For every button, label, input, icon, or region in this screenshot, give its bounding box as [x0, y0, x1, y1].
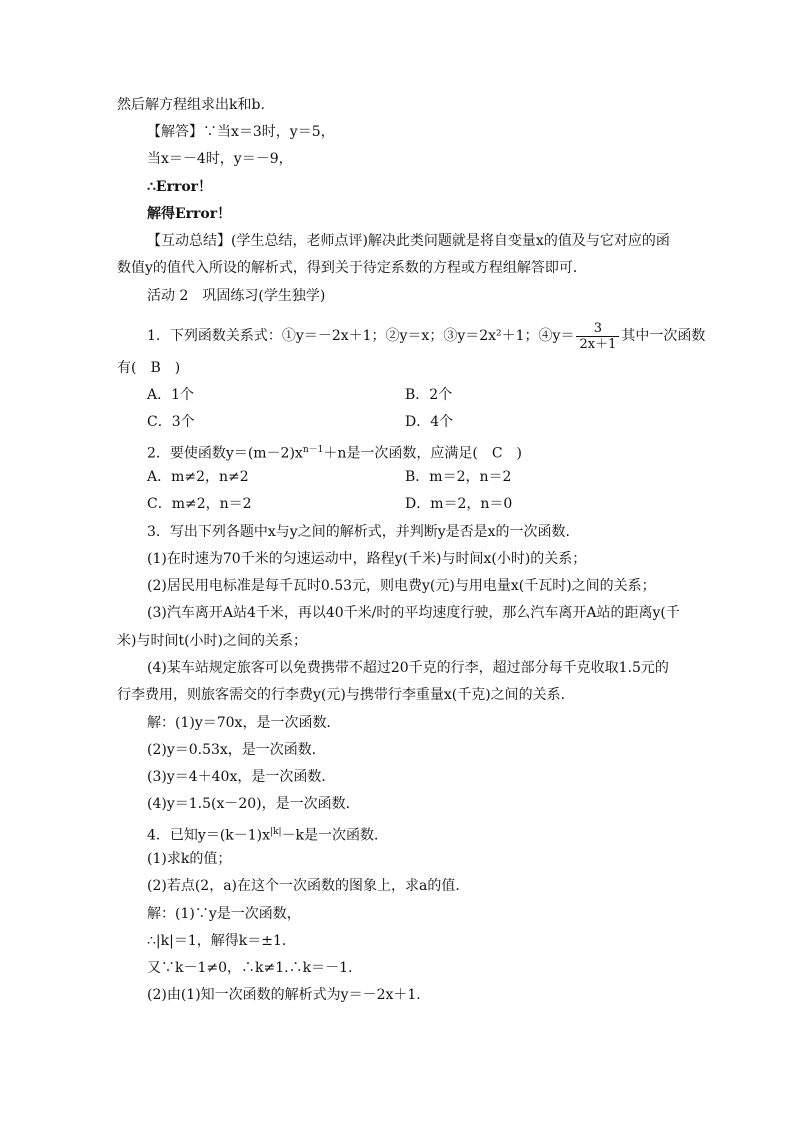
- error-line: ∴Error！: [147, 179, 213, 195]
- solution-line: 【解答】∵当x＝3时，y＝5，: [147, 124, 335, 140]
- option-d: D．4个: [405, 414, 454, 430]
- fraction-denominator: 2x＋1: [579, 336, 617, 352]
- fraction: [576, 321, 619, 352]
- question-1-text-end: 其中一次函数: [621, 328, 706, 344]
- question-4-text: 4．已知y＝(k－1)x: [147, 827, 271, 844]
- exponent: n－1: [302, 445, 324, 455]
- text-line: (1)求k的值；: [147, 851, 232, 867]
- solution-line: 解：(1)y＝70x，是一次函数．: [147, 715, 341, 731]
- solution-line: 解：(1)∵y是一次函数，: [147, 906, 301, 922]
- question-3: 3．写出下列各题中x与y之间的解析式，并判断y是否是x的一次函数．: [147, 524, 580, 540]
- solution-line: (2)由(1)知一次函数的解析式为y＝－2x＋1.: [147, 987, 421, 1003]
- text-line: 然后解方程组求出k和b.: [117, 97, 265, 113]
- text-line: (3)汽车离开A站4千米，再以40千米/时的平均速度行驶，那么汽车离开A站的距离y(千: [147, 605, 680, 621]
- solution-line: ∴|k|＝1，解得k＝±1.: [147, 933, 287, 949]
- question-2-text-end: ＋n是一次函数，应满足( C ): [323, 445, 523, 462]
- question-2: [147, 440, 522, 460]
- error-line: 解得Error！: [147, 206, 232, 222]
- question-4: [147, 822, 388, 842]
- option-a: A．m≠2，n≠2: [147, 469, 249, 485]
- summary-line: 数值y的值代入所设的解析式，得到关于待定系数的方程或方程组解答即可．: [117, 260, 587, 276]
- summary-line: 【互动总结】(学生总结，老师点评)解决此类问题就是将自变量x的值及与它对应的函: [147, 233, 670, 249]
- solution-line: (4)y＝1.5(x－20)，是一次函数．: [147, 796, 360, 812]
- text-line: 行李费用，则旅客需交的行李费y(元)与携带行李重量x(千克)之间的关系．: [117, 687, 575, 703]
- question-1-text: 1．下列函数关系式：①y＝－2x＋1；②y＝x；③y＝2x²＋1；④y＝: [147, 328, 575, 344]
- option-a: A．1个: [147, 387, 195, 403]
- text-line: (4)某车站规定旅客可以免费携带不超过20千克的行李，超过部分每千克收取1.5元的: [147, 660, 669, 676]
- question-2-text: 2．要使函数y＝(m－2)x: [147, 445, 303, 462]
- option-d: D．m＝2，n＝0: [405, 496, 513, 512]
- text-line: 米)与时间t(小时)之间的关系；: [117, 633, 308, 649]
- option-b: B．2个: [405, 387, 453, 403]
- option-b: B．m＝2，n＝2: [405, 469, 512, 485]
- option-c: C．m≠2，n＝2: [147, 496, 252, 512]
- question-1: [147, 318, 705, 354]
- solution-line: 又∵k－1≠0，∴k≠1.∴k＝－1.: [147, 960, 353, 976]
- text-line: 有( B ): [117, 360, 181, 376]
- solution-line: (2)y＝0.53x，是一次函数．: [147, 742, 326, 758]
- text-line: (2)居民用电标准是每千瓦时0.53元，则电费y(元)与用电量x(千瓦时)之间的关系；: [147, 578, 656, 594]
- activity-heading: 活动 2 巩固练习(学生独学): [147, 288, 326, 304]
- question-4-text-end: －k是一次函数．: [281, 827, 389, 844]
- option-c: C．3个: [147, 414, 195, 430]
- text-line: (2)若点(2，a)在这个一次函数的图象上，求a的值．: [147, 878, 470, 894]
- fraction-numerator: 3: [576, 321, 619, 337]
- solution-line: (3)y＝4＋40x，是一次函数．: [147, 769, 336, 785]
- exponent: |k|: [270, 827, 282, 837]
- text-line: (1)在时速为70千米的匀速运动中，路程y(千米)与时间x(小时)的关系；: [147, 551, 587, 567]
- text-line: 当x＝－4时，y＝－9，: [147, 151, 293, 167]
